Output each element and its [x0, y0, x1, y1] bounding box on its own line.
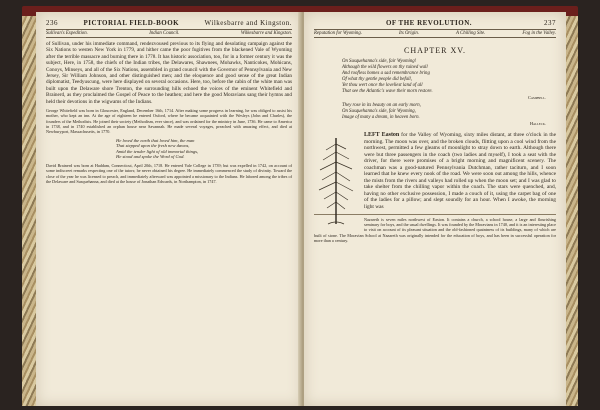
left-running-title: PICTORIAL FIELD-BOOK — [83, 19, 180, 27]
epigraph-line: Image of many a dream, in heaven born. — [342, 115, 420, 120]
left-poem — [116, 138, 292, 160]
epigraph-line: They rose in its beauty on an early morn, — [342, 103, 421, 108]
brainerd-footnote: David Brainerd was born at Haddam, Connecticut, April 20th, 1718. He entered Yale College in 1739; but was expelled in 1742, on account of some indiscreet remarks respecting one of the tutors; he never obtained his degree. He immediately commenced the study of divinity. Toward the close of the year he was licensed to preach, and immediately afterward was appointed a missionary to the Indians. He labored among the tribes of the Delaware and Susquehanna, and died at the house of Jonathan Edwards, in Northampton, in 1747. — [46, 162, 292, 184]
right-page — [304, 12, 566, 406]
pine-tree-illustration — [314, 134, 358, 226]
left-page — [36, 12, 302, 406]
open-book — [22, 6, 578, 406]
right-running-head — [314, 19, 556, 27]
epigraph-line: Yet thou wert once the loveliest land of all — [342, 83, 423, 88]
epigraph-line: And roofless homes a sad remembrance bring — [342, 71, 430, 76]
right-sub-right: Fog in the Valley. — [522, 31, 556, 36]
right-running-title: OF THE REVOLUTION. — [385, 19, 473, 27]
epigraph-line: That see the Atlantic's wave their morn restore. — [342, 89, 433, 94]
left-subhead — [46, 29, 292, 38]
left-sub-left: Sullivan's Expedition. — [46, 31, 88, 36]
right-sub-left: Reputation for Wyoming. — [314, 31, 362, 36]
right-sub-mid2: A Chilling Site. — [455, 31, 486, 36]
right-subhead — [314, 29, 556, 38]
epigraph-halleck — [342, 103, 556, 121]
right-sub-mid1: Its Origin. — [398, 31, 419, 36]
chapter-heading: CHAPTER XV. — [404, 46, 466, 55]
epigraph-line: Of what thy gentle people did befall, — [342, 77, 412, 82]
left-sub-center: Indian Council. — [149, 31, 180, 36]
chapter-body-text: for the Valley of Wyoming, sixty miles distant, at three o'clock in the morning. The moon was over, and the broken clouds, flitting upon a cool wind from the northwest, permitted a few gleams of moonlight to stray down to earth. Although there were but three passengers in the coach (two ladies and myself), I took a seat with the driver, for there were promises of a bright morning and magnificent scenery. The coachman was a good-natured Pennsylvania Dutchman, rather taciturn, and I soon learned that he knew every nook of the road. We were soon out among the hills, whence the mists from the rivers and valleys had rolled up when the moon set; and I was glad to take shelter from the chilling vapor within the coach. The stars were quenched, and, having no other exclusive possession, I made a couch of it, using the carpet bag of one of the ladies for a pillow; and slept soundly for an hour. When I awoke, the morning light was — [364, 132, 556, 210]
chapter-body — [314, 132, 556, 210]
left-page-number: 236 — [46, 19, 58, 27]
right-page-number: 237 — [543, 19, 556, 27]
nazareth-footnote: Nazareth is seven miles northwest of Easton. It contains a church, a school house, a large and flourishing seminary for boys, and the usual dwellings. It was founded by the Moravians in 1740, and it is an interesting place to visit on account of its pleasant situation and the old-fashioned quaintness of its buildings, many of which are built of stone. The Moravian School at Nazareth was originally intended for the education of boys, and has been in successful operation for more than a century. — [314, 214, 556, 243]
epigraph-line: On Susquehanna's side, fair Wyoming, — [342, 109, 416, 114]
epigraph-attribution-halleck: Halleck. — [529, 121, 546, 126]
whitefield-footnote: George Whitefield was born in Gloucester, England, December 16th, 1714. After making some progress in learning, he was obliged to assist his mother, who kept an inn. At the age of eighteen he entered Oxford, where he became acquainted with the Wesleys (John and Charles), the founders of the Methodists. He joined their society (Methodism, ever since), and was ordained for the ministry in June, 1736. He came to America in 1738, and in 1740 established an orphan house near Savannah. He made several voyages, preached with amazing effect, and died at Newburyport, Massachusetts, in 1770. — [46, 108, 292, 135]
epigraph-line: On Susquehanna's side, fair Wyoming! — [342, 59, 417, 64]
left-sub-right: Wilkesbarre and Kingston. — [240, 31, 292, 36]
left-running-right: Wilkesbarre and Kingston. — [204, 19, 292, 27]
poem-line: He stood and spoke the Word of God. — [116, 154, 185, 160]
epigraph-line: Although the wild flowers on thy ruined wall — [342, 65, 428, 70]
poem-line: That stepped upon the fresh new dawns, — [116, 143, 190, 149]
left-body-paragraph: of Sullivan, under his immediate command, rendezvoused previous to its flying and desolating campaign against the Six Nations to westen New York in 1779, and hither came the poor fugitives from the blackened Vale of Wyoming after the terrible massacre and burning there in 1778. It has historic association, too, for in a former century it was the subject, Here, in 1758, the chiefs of the Indian tribes, the Delawares, Shawnees, Mohawks, Nanticokes, Mohicans, Conoys, Minseys, and all of the Six Nations, assembled in grand council with the Governor of Pennsylvania and New Jersey, Sir William Johnson, and other distinguished men; and the eloquence and good sense of the great Indian diplomatist, Teedyuscung, were here displayed on several occasions. Here, too, before the cabin of the white man was built upon the Delaware shore Trenton, the surrounding hills echoed the voices of the eminent Whitefield and Brainerd, as they proclaimed the Gospel of Peace to the heathen; and here the good Moravians sang their hymns and held their devotions in the wigwams of the Indians. — [46, 41, 292, 105]
poem-line: He loved the earth that loved him, the man — [116, 137, 195, 143]
poem-line: Amid the tender light of old immortal things, — [116, 148, 199, 154]
epigraph-attribution-campbell: Campbell. — [527, 95, 546, 100]
left-running-head — [46, 19, 292, 27]
chapter-drop-word: LEFT Easton — [364, 132, 400, 138]
epigraph-campbell — [342, 59, 556, 95]
